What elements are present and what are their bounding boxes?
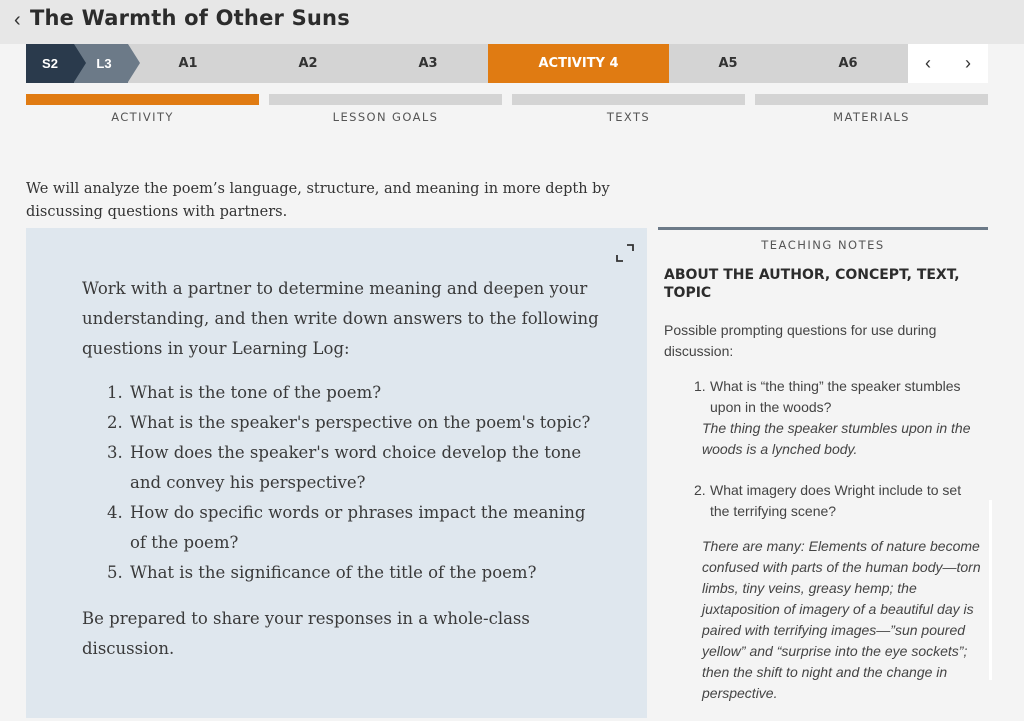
question-item: 1. What is the tone of the poem? (128, 378, 602, 408)
notes-question-text: What imagery does Wright include to set the terrifying scene? (710, 482, 962, 519)
subtab-label: ACTIVITY (111, 110, 174, 124)
tab-a1[interactable]: A1 (178, 56, 198, 71)
notes-question (664, 376, 982, 418)
question-list (82, 378, 602, 588)
tab-activity-4[interactable]: ACTIVITY 4 (488, 44, 669, 83)
subtab-indicator (755, 94, 988, 105)
tab-pager (908, 44, 988, 83)
notes-section-title: ABOUT THE AUTHOR, CONCEPT, TEXT, TOPIC (664, 267, 960, 301)
notes-question-number: 1. (694, 378, 706, 394)
activity-closing: Be prepared to share your responses in a whole-class discussion. (82, 609, 530, 658)
activity-body (82, 274, 602, 664)
prev-chevron-icon[interactable]: ‹ (925, 53, 931, 73)
subtab-indicator (26, 94, 259, 105)
question-item: 5. What is the significance of the title of the poem? (128, 558, 602, 588)
teaching-notes-panel (658, 227, 988, 721)
activity-intro: We will analyze the poem’s language, structure, and meaning in more depth by discussing questions with partners. (26, 181, 610, 220)
activity-prompt: Work with a partner to determine meaning and deepen your understanding, and then write down answers to the following questions in your Learning Log: (82, 279, 599, 358)
subtab-label: TEXTS (606, 110, 651, 124)
question-item: 4. How do specific words or phrases impact the meaning of the poem? (128, 498, 602, 558)
section-crumb-arrow (74, 44, 86, 82)
notes-answer: The thing the speaker stumbles upon in the woods is a lynched body. (702, 420, 971, 457)
tab-a5[interactable]: A5 (718, 56, 738, 71)
notes-question (664, 480, 982, 522)
teaching-notes-content[interactable] (664, 266, 982, 721)
lesson-crumb-arrow (128, 44, 140, 82)
subtab-materials[interactable] (755, 94, 988, 134)
subtab-label: MATERIALS (833, 110, 910, 124)
notes-answer: There are many: Elements of nature become confused with parts of the human body—torn limbs, tiny veins, greasy hemp; the juxtaposition of imagery of a beautiful day is paired with terrifying images—”sun poured yellow” and “surprise into the eye sockets”; then the shift to night and the change in perspective. (702, 538, 981, 701)
lesson-crumb[interactable]: L3 (74, 44, 128, 83)
activity-nav (26, 44, 988, 83)
subtab-indicator (269, 94, 502, 105)
notes-question-text: What is “the thing” the speaker stumbles upon in the woods? (710, 378, 961, 415)
subtab-lesson-goals[interactable] (269, 94, 502, 134)
question-item: 2. What is the speaker's perspective on the poem's topic? (128, 408, 602, 438)
section-crumb[interactable]: S2 (26, 44, 74, 83)
activity-card (26, 228, 647, 718)
notes-question-number: 2. (694, 482, 706, 498)
tab-a6[interactable]: A6 (838, 56, 858, 71)
back-chevron-icon[interactable]: ‹ (14, 9, 21, 31)
notes-scrollbar[interactable] (989, 500, 992, 680)
subtab-activity[interactable] (26, 94, 259, 134)
subtab-texts[interactable] (512, 94, 745, 134)
next-chevron-icon[interactable]: › (965, 53, 971, 73)
subtab-label: LESSON GOALS (332, 110, 439, 124)
subtab-indicator (512, 94, 745, 105)
expand-icon[interactable] (614, 242, 636, 264)
tab-a2[interactable]: A2 (298, 56, 318, 71)
tab-a3[interactable]: A3 (418, 56, 438, 71)
notes-intro: Possible prompting questions for use during discussion: (664, 322, 937, 359)
top-bar (0, 0, 1024, 44)
teaching-notes-heading: TEACHING NOTES (761, 238, 885, 252)
question-item: 3. How does the speaker's word choice develop the tone and convey his perspective? (128, 438, 602, 498)
page-title: The Warmth of Other Suns (30, 6, 350, 30)
